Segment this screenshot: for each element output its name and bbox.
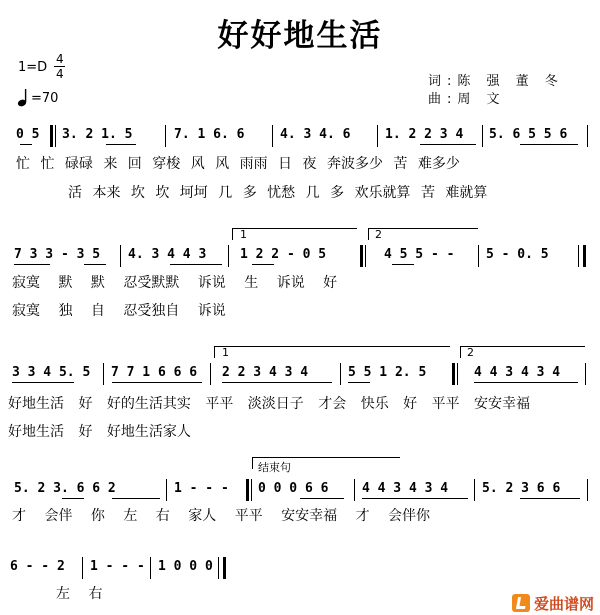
beam (300, 498, 344, 499)
beam (392, 264, 414, 265)
beam (106, 144, 136, 145)
note-group: 0 5 (16, 127, 40, 142)
composer-credit: 曲:周 文 (428, 92, 506, 107)
ending-label: 结束句 (258, 461, 291, 474)
barline (354, 479, 355, 501)
measure-notes: 4 5 5 - - (384, 247, 455, 262)
lyric-verse-1: 好地生活 好 好的生活其实 平平 淡淡日子 才会 快乐 好 平平 安安幸福 (8, 396, 531, 412)
beam (112, 382, 202, 383)
lyric-verse-2: 寂寞 独 自 忍受独自 诉说 (12, 303, 226, 319)
beam (170, 264, 222, 265)
barline (377, 125, 378, 147)
volta-bracket (214, 346, 215, 358)
lyric-verse-1: 寂寞 默 默 忍受默默 诉说 生 诉说 好 (12, 275, 338, 291)
ending-bracket (252, 457, 253, 469)
repeat-end-barline (452, 363, 455, 385)
quarter-note-icon (17, 88, 31, 112)
barline (228, 245, 229, 267)
volta-number: 1 (222, 346, 229, 359)
beam (62, 498, 84, 499)
repeat-end-barline (246, 479, 249, 501)
barline (587, 479, 588, 501)
repeat-start-barline (583, 245, 586, 267)
volta-bracket (232, 228, 233, 240)
barline (482, 125, 483, 147)
lyric-verse-1: 忙 忙 碌碌 来 回 穿梭 风 风 雨雨 日 夜 奔波多少 苦 难多少 (16, 156, 460, 172)
beam (362, 498, 468, 499)
measure-notes: 3 3 4 5. 5 (12, 365, 91, 380)
barline (365, 245, 366, 267)
barline (272, 125, 273, 147)
lyric-verse-1: 左 右 (56, 586, 103, 602)
measure-notes: 0 0 0 6 6 (258, 481, 329, 496)
measure-notes: 1 2 2 - 0 5 (240, 247, 327, 262)
measure-notes: 5 - 0. 5 (486, 247, 549, 262)
volta-number: 1 (240, 228, 247, 241)
volta-bracket (214, 346, 450, 347)
barline (55, 125, 56, 147)
measure-notes: 4 4 3 4 3 4 (362, 481, 449, 496)
measure-notes: 5. 6 5 5 6 (489, 127, 568, 142)
measure-notes: 4. 3 4 4 3 (128, 247, 207, 262)
measure-notes: 5. 2 3. 6 6 2 (14, 481, 116, 496)
barline (478, 245, 479, 267)
beam (112, 498, 160, 499)
volta-number: 2 (375, 228, 382, 241)
volta-bracket (232, 228, 357, 229)
measure-notes: 5 5 1 2. 5 (348, 365, 427, 380)
volta-bracket (460, 346, 461, 358)
barline (210, 363, 211, 385)
measure-notes: 7. 1 6. 6 (174, 127, 245, 142)
beam (474, 382, 578, 383)
barline (340, 363, 341, 385)
ending-bracket (252, 457, 400, 458)
measure-notes: 1 0 0 0 (158, 559, 213, 574)
time-signature-denominator: 4 (56, 67, 64, 81)
barline (165, 125, 166, 147)
measure-notes: 3. 2 1. 5 (62, 127, 133, 142)
watermark-text: 爱曲谱网 (533, 594, 594, 613)
measure-notes: 7 7 1 6 6 6 (111, 365, 198, 380)
measure-notes: 4. 3 4. 6 (280, 127, 351, 142)
beam (420, 144, 476, 145)
barline (150, 557, 151, 579)
final-barline (223, 557, 226, 579)
measure-notes: 5. 2 3 6 6 (482, 481, 561, 496)
measure-notes: 1. 2 2 3 4 (385, 127, 464, 142)
beam (14, 264, 50, 265)
beam (84, 264, 106, 265)
barline (120, 245, 121, 267)
beam (520, 144, 578, 145)
beam (348, 382, 370, 383)
lyric-verse-2: 活 本来 坎 坎 坷坷 几 多 忧愁 几 多 欢乐就算 苦 难就算 (68, 185, 488, 201)
beam (222, 382, 332, 383)
beam (252, 264, 274, 265)
measure-notes: 6 - - 2 (10, 559, 65, 574)
barline (457, 363, 458, 385)
repeat-end-barline (360, 245, 363, 267)
barline (585, 363, 586, 385)
lyric-verse-1: 才 会伴 你 左 右 家人 平平 安安幸福 才 会伴你 (12, 508, 431, 524)
volta-bracket (460, 346, 585, 347)
song-title: 好好地生活 (217, 18, 383, 54)
time-signature-numerator: 4 (56, 52, 64, 66)
volta-bracket (368, 228, 478, 229)
barline (82, 557, 83, 579)
measure-notes: 4 4 3 4 3 4 (474, 365, 561, 380)
barline (251, 479, 252, 501)
site-logo-icon (512, 594, 530, 612)
site-watermark (512, 593, 594, 613)
beam (20, 144, 32, 145)
barline (578, 245, 579, 267)
volta-number: 2 (467, 346, 474, 359)
volta-bracket (368, 228, 369, 240)
barline (166, 479, 167, 501)
key-signature: 1=D (18, 60, 48, 75)
barline (474, 479, 475, 501)
repeat-start-barline (50, 125, 53, 147)
lyricist-credit: 词:陈 强 董 冬 (428, 74, 564, 89)
measure-notes: 1 - - - (90, 559, 145, 574)
lyric-verse-2: 好地生活 好 好地生活家人 (8, 424, 191, 440)
tempo-marking: =70 (31, 91, 59, 106)
measure-notes: 2 2 3 4 3 4 (222, 365, 309, 380)
measure-notes: 1 - - - (174, 481, 229, 496)
barline (103, 363, 104, 385)
measure-notes: 7 3 3 - 3 5 (14, 247, 101, 262)
barline (218, 557, 219, 579)
beam (520, 498, 580, 499)
barline (587, 125, 588, 147)
beam (12, 382, 74, 383)
